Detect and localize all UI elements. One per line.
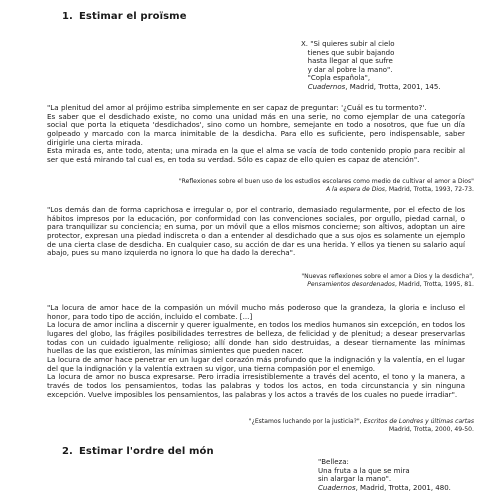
citation-book: A la espera de Dios	[325, 186, 385, 194]
citation-article: "Nuevas reflexiones sobre el amor a Dios y la desdicha",	[301, 273, 474, 280]
quote-line: La locura de amor inclina a discernir y querer igualmente, en todos los medios humanos sin excepción, en todos los lugares del globo, las frágiles posibilidades terrestres de belleza, de felicidad y de plenitud; a desear preservarlas todas con un cuidado igualmente religioso; allí donde han sido destruidas, a desear tiernamente las mínimas huellas de las que existieron, las mínimas simientes que pueden nacer.	[47, 320, 465, 356]
verse-line: tienes que subir bajando	[301, 48, 395, 57]
section-title: Estimar l'ordre del món	[78, 446, 214, 457]
quote-line: Esta mirada es, ante todo, atenta; una mirada en la que el alma se vacía de todo contenido propio para recibir al ser que está mirando tal cual es, en toda su verdad. Sólo es capaz de ello quien es capaz de atención".	[47, 146, 465, 164]
section-heading-2	[62, 446, 214, 457]
verse-line: Una fruta a la que se mira	[318, 466, 410, 475]
citation-details: Madrid, Trotta, 2000, 49-50.	[388, 426, 474, 434]
section-heading-1	[62, 11, 187, 22]
citation-article: "Reflexiones sobre el buen uso de los estudios escolares como medio de cultivar el amor a Dios"	[178, 178, 474, 185]
citation-1	[114, 178, 474, 194]
source-details: , Madrid, Trotta, 2001, 145.	[345, 82, 441, 91]
verse-line: "Belleza:	[318, 458, 349, 466]
citation-book: Pensamientos desordenados	[307, 281, 395, 289]
quote-text: "Los demás dan de forma caprichosa e irregular o, por el contrario, demasiado regularmente, por el efecto de los hábitos impresos por la educación, por conformidad con las convenciones sociales, por orgullo, piedad carnal, o para tranquilizar su conciencia; en suma, por un móvil que a ellos mismos concierne; son altivos, adoptan un aire protector, expresan una piedad indiscreta o dan a entender al desdichado que a sus ojos es solamente un ejemplo de una cierta clase de desdicha. En cualquier caso, su acción de dar es una herida. Y ellos ya tienen su salario aquí abajo, pues su mano izquierda no ignora lo que ha dado la derecha".	[47, 205, 465, 258]
epigraph-2	[318, 458, 451, 492]
quote-paragraph-2	[47, 206, 465, 258]
citation-3	[114, 418, 474, 434]
source-details: , Madrid, Trotta, 2001, 480.	[355, 483, 451, 492]
verse-line: "Copla española",	[301, 74, 371, 83]
source-title: Cuadernos	[307, 82, 346, 91]
verse-line: X. "Si quieres subir al cielo	[301, 40, 395, 48]
citation-details: , Madrid, Trotta, 1993, 72-73.	[384, 186, 474, 194]
quote-line: Es saber que el desdichado existe, no como una unidad más en una serie, no como ejemplar de una categoría social que porta la etiqueta 'desdichados', sino como un hombre, semejante en todo a nosotros, que fue un día golpeado y marcado con la marca inimitable de la desdicha. Para ello es suficiente, pero indispensable, saber dirigirle una cierta mirada.	[47, 111, 465, 147]
quote-line: "La locura de amor hace de la compasión un móvil mucho más poderoso que la grandeza, la gloria e incluso el honor, para todo tipo de acción, incluido el combate. [...]	[47, 303, 465, 321]
quote-line: La locura de amor hace penetrar en un lugar del corazón más profundo que la indignación y la valentía, en el lugar del que la indignación y la valentía extraen su vigor, una tierna compasión por el enemigo.	[47, 354, 465, 373]
verse-line: y dar al pobre la mano".	[301, 65, 393, 74]
citation-details: , Madrid, Trotta, 1995, 81.	[394, 281, 474, 289]
verse-line: sin alargar la mano".	[318, 475, 392, 484]
citation-book: Escritos de Londres y últimas cartas	[363, 418, 474, 425]
epigraph-1	[301, 40, 441, 92]
section-number: 2.	[62, 446, 73, 457]
quote-paragraph-3	[47, 304, 465, 399]
section-number: 1.	[62, 11, 73, 22]
source-title: Cuadernos	[318, 483, 356, 492]
verse-line: hasta llegar al que sufre	[301, 57, 393, 66]
quote-line: La locura de amor no busca expresarse. Pero irradia irresistiblemente a través del acento, el tono y la manera, a través de todos los pensamientos, todas las palabras y todos los actos, en toda circunstancia y sin ninguna excepción. Vuelve imposibles los pensamientos, las palabras y los actos a través de los cuales no puede irradiar".	[47, 372, 465, 399]
section-title: Estimar el proïsme	[78, 11, 187, 22]
citation-2	[114, 273, 474, 289]
quote-paragraph-1	[47, 104, 465, 165]
citation-article: "¿Estamos luchando por la justicia?",	[248, 418, 364, 425]
quote-line: "La plenitud del amor al prójimo estriba simplemente en ser capaz de preguntar: '¿Cuál es tu tormento?'.	[47, 103, 427, 112]
